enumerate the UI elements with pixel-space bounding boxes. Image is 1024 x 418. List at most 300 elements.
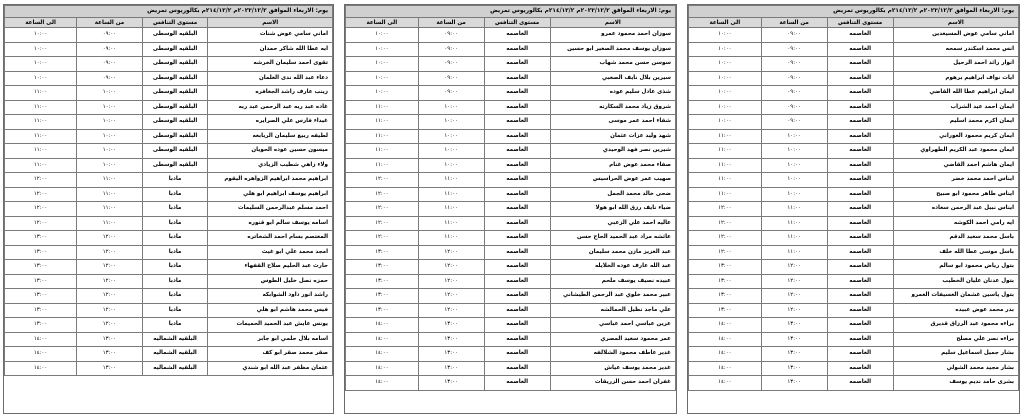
cell-name: ايمان كريم محمود العوراني (893, 129, 1018, 144)
table-row (5, 318, 333, 333)
cell-from: ١٢:٠٠ (77, 303, 143, 318)
cell-from: ١١:٠٠ (761, 216, 827, 231)
cell-to: ١١:٠٠ (689, 129, 762, 144)
cell-level: العاصمه (484, 202, 550, 217)
cell-level: البلقيه الوسطى (142, 57, 208, 72)
cell-to: ١٢:٠٠ (346, 202, 419, 217)
cell-name: بتول رياض محمود ابو سالم (893, 260, 1018, 275)
table-row (5, 42, 333, 57)
cell-from: ٠٩:٠٠ (77, 71, 143, 86)
cell-to: ١١:٠٠ (689, 187, 762, 202)
cell-to: ١٢:٠٠ (689, 231, 762, 246)
table-row (689, 71, 1019, 86)
cell-to: ١٤:٠٠ (689, 361, 762, 376)
cell-level: البلقيه الشماليه (142, 332, 208, 347)
cell-from: ١٠:٠٠ (77, 100, 143, 115)
cell-level: العاصمه (827, 231, 893, 246)
cell-name: ايات نواف ابراهيم برهوم (893, 71, 1018, 86)
cell-name: غاده عبد ربه عبد الرحمن عبد ربه (208, 100, 333, 115)
cell-to: ١١:٠٠ (689, 158, 762, 173)
table-row (346, 318, 676, 333)
cell-from: ١٣:٠٠ (418, 376, 484, 391)
cell-name: سيرين بلال نايف الصعبي (550, 71, 675, 86)
table-row (346, 274, 676, 289)
table-row (346, 202, 676, 217)
cell-to: ١٢:٠٠ (689, 245, 762, 260)
cell-name: لطيفه ربيع سليمان الربابعه (208, 129, 333, 144)
cell-level: العاصمه (484, 347, 550, 362)
cell-name: زينب عارف راشد الجعافره (208, 86, 333, 101)
table-row (689, 173, 1019, 188)
cell-from: ١٢:٠٠ (761, 260, 827, 275)
table-row (5, 144, 333, 159)
table-row (689, 332, 1019, 347)
cell-to: ١٤:٠٠ (689, 347, 762, 362)
cell-from: ١٠:٠٠ (418, 115, 484, 130)
cell-name: ايه عطا الله شاكر حمدان (208, 42, 333, 57)
cell-from: ١٢:٠٠ (418, 303, 484, 318)
cell-to: ١٣:٠٠ (346, 289, 419, 304)
cell-from: ١١:٠٠ (761, 231, 827, 246)
cell-level: البلقيه الوسطى (142, 129, 208, 144)
cell-name: عبد الله عارف عوده الخلايله (550, 260, 675, 275)
table-row (5, 71, 333, 86)
cell-from: ١٣:٠٠ (418, 318, 484, 333)
cell-to: ١١:٠٠ (689, 144, 762, 159)
cell-name: ميسون حسين عوده الحويان (208, 144, 333, 159)
cell-name: بدر محمد عوض عبيده (893, 303, 1018, 318)
cell-to: ١٣:٠٠ (346, 260, 419, 275)
cell-to: ١٢:٠٠ (346, 187, 419, 202)
cell-name: بشرى حامد نديم يوسف (893, 376, 1018, 391)
table-row (346, 86, 676, 101)
table-row (5, 361, 333, 376)
cell-to: ١٤:٠٠ (5, 347, 77, 362)
cell-level: العاصمه (484, 173, 550, 188)
cell-to: ١٠:٠٠ (689, 100, 762, 115)
cell-name: ايناس طاهر محمود ابو صبيح (893, 187, 1018, 202)
cell-name: ايه رامي احمد الكوشه (893, 216, 1018, 231)
cell-from: ١١:٠٠ (77, 216, 143, 231)
header-level: مستوى التنافس (484, 18, 550, 28)
cell-to: ١٣:٠٠ (5, 274, 77, 289)
table-row (346, 245, 676, 260)
cell-from: ٠٩:٠٠ (761, 71, 827, 86)
table-row (689, 318, 1019, 333)
cell-name: اماني سامي عوض المسيعدين (893, 28, 1018, 43)
table-row (346, 28, 676, 43)
table-row (5, 100, 333, 115)
cell-name: عاليه احمد علي الزعبي (550, 216, 675, 231)
cell-level: العاصمه (827, 347, 893, 362)
cell-level: مادبا (142, 216, 208, 231)
table-row (5, 347, 333, 362)
table-row (346, 187, 676, 202)
cell-to: ١٤:٠٠ (689, 376, 762, 391)
header-from: من الساعة (761, 18, 827, 28)
table-row (689, 231, 1019, 246)
table-row (689, 28, 1019, 43)
cell-level: العاصمه (827, 86, 893, 101)
cell-level: العاصمه (827, 376, 893, 391)
cell-to: ١١:٠٠ (5, 115, 77, 130)
cell-from: ٠٩:٠٠ (761, 86, 827, 101)
cell-to: ١٤:٠٠ (346, 318, 419, 333)
cell-from: ٠٩:٠٠ (418, 28, 484, 43)
header-from: من الساعة (418, 18, 484, 28)
table-row (689, 216, 1019, 231)
cell-level: البلقيه الوسطى (142, 115, 208, 130)
table-row (689, 303, 1019, 318)
table-row (5, 289, 333, 304)
cell-to: ١٤:٠٠ (346, 347, 419, 362)
cell-level: العاصمه (484, 376, 550, 391)
cell-name: سوزان احمد محمود عمرو (550, 28, 675, 43)
cell-from: ٠٩:٠٠ (761, 42, 827, 57)
cell-from: ١٠:٠٠ (418, 100, 484, 115)
cell-from: ٠٩:٠٠ (761, 57, 827, 72)
cell-level: العاصمه (827, 115, 893, 130)
cell-level: العاصمه (827, 245, 893, 260)
cell-to: ١٠:٠٠ (689, 86, 762, 101)
cell-level: البلقيه الشماليه (142, 361, 208, 376)
cell-to: ١٢:٠٠ (5, 187, 77, 202)
table-row (346, 376, 676, 391)
cell-to: ١١:٠٠ (346, 115, 419, 130)
table-row (689, 376, 1019, 391)
cell-level: البلقيه الوسطى (142, 86, 208, 101)
cell-level: العاصمه (484, 187, 550, 202)
cell-name: فيس محمد هاشم ابو هلي (208, 303, 333, 318)
cell-name: عبير محمد خلوي عبد الرحمن الطيشاني (550, 289, 675, 304)
table-row (5, 231, 333, 246)
cell-name: غيداء فارس علي الصرايره (208, 115, 333, 130)
cell-from: ١١:٠٠ (418, 173, 484, 188)
cell-to: ١٣:٠٠ (5, 289, 77, 304)
table-row (5, 202, 333, 217)
cell-to: ١٣:٠٠ (689, 260, 762, 275)
cell-level: العاصمه (484, 100, 550, 115)
cell-name: عمر محمود سعيد المصري (550, 332, 675, 347)
table-row (346, 216, 676, 231)
cell-name: عبيده نصيف يوسف ملحم (550, 274, 675, 289)
table-title: يوم: الاربعاء الموافق ٢٠٢٣/١٢/٢م ٢١٤/١٢/٢م بكالوريوس تمريض (346, 6, 676, 18)
cell-to: ١١:٠٠ (5, 144, 77, 159)
cell-name: بشار جميل اسماعيل سليم (893, 347, 1018, 362)
cell-from: ١٢:٠٠ (761, 303, 827, 318)
table-row (689, 274, 1019, 289)
cell-name: صفاء محمد عوض غنام (550, 158, 675, 173)
cell-to: ١٣:٠٠ (689, 303, 762, 318)
table-row (5, 28, 333, 43)
cell-name: المعتصم بسام احمد الشخاتره (208, 231, 333, 246)
cell-level: العاصمه (827, 187, 893, 202)
table-title: يوم: الاربعاء الموافق ٢٠٢٣/١٢/٢م ٢١٤/١٢/٢م بكالوريوس تمريض (5, 6, 333, 18)
cell-level: العاصمه (484, 86, 550, 101)
cell-name: بتول ياسين غشمان العسيفات العمرو (893, 289, 1018, 304)
cell-from: ١١:٠٠ (418, 187, 484, 202)
cell-level: العاصمه (484, 231, 550, 246)
cell-level: العاصمه (484, 28, 550, 43)
cell-from: ١٢:٠٠ (761, 274, 827, 289)
cell-name: غفران احمد حسن الزريقات (550, 376, 675, 391)
cell-from: ٠٩:٠٠ (418, 86, 484, 101)
cell-name: راشد انور داود الشوابكه (208, 289, 333, 304)
table-row (689, 361, 1019, 376)
cell-to: ١٠:٠٠ (5, 28, 77, 43)
table-row (346, 129, 676, 144)
cell-from: ١٣:٠٠ (418, 332, 484, 347)
cell-level: البلقيه الوسطى (142, 28, 208, 43)
cell-name: ايمان ابراهيم عطا الله القاضي (893, 86, 1018, 101)
cell-name: حارث عبد الحليم صلاح القفهاء (208, 260, 333, 275)
cell-level: العاصمه (484, 144, 550, 159)
cell-from: ١١:٠٠ (761, 202, 827, 217)
cell-name: شفاء احمد عمر موسى (550, 115, 675, 130)
table-row (689, 100, 1019, 115)
cell-from: ١٢:٠٠ (77, 245, 143, 260)
cell-level: البلقيه الشماليه (142, 347, 208, 362)
cell-level: مادبا (142, 231, 208, 246)
cell-to: ١٠:٠٠ (346, 86, 419, 101)
cell-name: شيرين نصر فهد الوحيدي (550, 144, 675, 159)
cell-name: صقر محمد صقر ابو كف (208, 347, 333, 362)
cell-name: اسامه يوسف سالم ابو قنوره (208, 216, 333, 231)
cell-from: ٠٩:٠٠ (761, 115, 827, 130)
cell-from: ١٣:٠٠ (418, 347, 484, 362)
header-level: مستوى التنافس (827, 18, 893, 28)
table-row (5, 115, 333, 130)
cell-level: العاصمه (484, 318, 550, 333)
schedule-table (4, 5, 333, 376)
cell-to: ١١:٠٠ (5, 86, 77, 101)
cell-from: ١٣:٠٠ (761, 376, 827, 391)
cell-name: ايناس نبيل عبد الرحمن سعاده (893, 202, 1018, 217)
cell-to: ١٠:٠٠ (689, 28, 762, 43)
cell-from: ١٠:٠٠ (418, 158, 484, 173)
header-name: الاسم (893, 18, 1018, 28)
cell-level: البلقيه الوسطى (142, 144, 208, 159)
cell-from: ١٠:٠٠ (77, 115, 143, 130)
cell-name: بتول عدنان عليان الخطيب (893, 274, 1018, 289)
cell-to: ١٢:٠٠ (346, 231, 419, 246)
cell-level: العاصمه (827, 260, 893, 275)
cell-to: ١٣:٠٠ (5, 260, 77, 275)
table-row (689, 260, 1019, 275)
schedule-table (688, 5, 1019, 391)
table-body (689, 28, 1019, 391)
cell-level: العاصمه (827, 158, 893, 173)
cell-from: ١٢:٠٠ (77, 231, 143, 246)
cell-level: العاصمه (827, 71, 893, 86)
cell-level: العاصمه (484, 115, 550, 130)
cell-level: العاصمه (484, 289, 550, 304)
cell-name: ايمان اكرم محمد اسليم (893, 115, 1018, 130)
cell-to: ١٣:٠٠ (5, 245, 77, 260)
cell-name: ايناس احمد محمد خضر (893, 173, 1018, 188)
cell-to: ١١:٠٠ (346, 100, 419, 115)
schedule-panel-right (687, 4, 1020, 414)
schedule-table (345, 5, 676, 391)
cell-name: بشار مجيد محمد الشولي (893, 361, 1018, 376)
cell-level: العاصمه (827, 289, 893, 304)
cell-name: عثمان مظفر عبد الله ابو شندي (208, 361, 333, 376)
cell-level: العاصمه (827, 303, 893, 318)
cell-to: ١٠:٠٠ (689, 115, 762, 130)
cell-to: ١١:٠٠ (689, 173, 762, 188)
cell-level: العاصمه (827, 332, 893, 347)
cell-to: ١٠:٠٠ (5, 71, 77, 86)
cell-level: العاصمه (827, 216, 893, 231)
cell-to: ١٤:٠٠ (689, 318, 762, 333)
cell-from: ٠٩:٠٠ (77, 42, 143, 57)
cell-from: ١١:٠٠ (77, 202, 143, 217)
table-row (689, 202, 1019, 217)
cell-level: مادبا (142, 289, 208, 304)
cell-from: ١٢:٠٠ (418, 274, 484, 289)
cell-name: براءه محمود عبد الرزاق قديرق (893, 318, 1018, 333)
table-row (5, 158, 333, 173)
table-row (346, 173, 676, 188)
cell-level: العاصمه (827, 202, 893, 217)
cell-level: العاصمه (827, 144, 893, 159)
cell-from: ٠٩:٠٠ (418, 71, 484, 86)
header-name: الاسم (208, 18, 333, 28)
cell-name: انس محمد اسكندر سمحه (893, 42, 1018, 57)
cell-to: ١٢:٠٠ (5, 173, 77, 188)
cell-to: ١٠:٠٠ (689, 71, 762, 86)
cell-to: ١٢:٠٠ (5, 216, 77, 231)
cell-level: مادبا (142, 173, 208, 188)
table-row (5, 173, 333, 188)
cell-level: البلقيه الوسطى (142, 100, 208, 115)
cell-name: صهيب عمر عوض الحراسيس (550, 173, 675, 188)
cell-from: ١٣:٠٠ (761, 318, 827, 333)
cell-name: ابراهيم يوسف ابراهيم ابو هلي (208, 187, 333, 202)
cell-from: ١٣:٠٠ (418, 361, 484, 376)
table-row (689, 347, 1019, 362)
cell-to: ١٤:٠٠ (346, 332, 419, 347)
cell-name: تقوى احمد سليمان الخرشه (208, 57, 333, 72)
cell-to: ١٠:٠٠ (346, 57, 419, 72)
cell-level: العاصمه (827, 42, 893, 57)
cell-name: سوزان يوسف محمد الصغير ابو حسين (550, 42, 675, 57)
cell-to: ١٠:٠٠ (689, 42, 762, 57)
cell-level: العاصمه (484, 332, 550, 347)
cell-level: العاصمه (484, 245, 550, 260)
header-from: من الساعة (77, 18, 143, 28)
cell-name: باسل محمد سعيد الدقم (893, 231, 1018, 246)
cell-name: امجد محمد علي ابو غيث (208, 245, 333, 260)
cell-from: ١٣:٠٠ (761, 361, 827, 376)
cell-to: ١١:٠٠ (5, 100, 77, 115)
cell-to: ١٠:٠٠ (5, 57, 77, 72)
table-body (5, 28, 333, 376)
cell-from: ١١:٠٠ (418, 202, 484, 217)
table-row (346, 71, 676, 86)
cell-to: ١٠:٠٠ (5, 42, 77, 57)
cell-name: عبد العزيز مازن محمد سليمان (550, 245, 675, 260)
cell-level: مادبا (142, 260, 208, 275)
cell-name: ضحى خالد محمد الجمل (550, 187, 675, 202)
cell-level: العاصمه (827, 274, 893, 289)
header-to: الى الساعة (689, 18, 762, 28)
header-to: الى الساعة (346, 18, 419, 28)
table-row (346, 100, 676, 115)
cell-name: يونس عايش عبد الحميد الحميمات (208, 318, 333, 333)
cell-from: ١٢:٠٠ (77, 260, 143, 275)
cell-level: البلقيه الوسطى (142, 71, 208, 86)
cell-from: ١٠:٠٠ (77, 86, 143, 101)
table-row (5, 332, 333, 347)
cell-name: باسل موسى عطا الله خلف (893, 245, 1018, 260)
cell-name: ايمان هاشم احمد القاضي (893, 158, 1018, 173)
cell-to: ١٢:٠٠ (689, 216, 762, 231)
cell-to: ١٣:٠٠ (346, 303, 419, 318)
cell-from: ١٠:٠٠ (77, 158, 143, 173)
table-row (346, 361, 676, 376)
cell-level: العاصمه (484, 71, 550, 86)
cell-from: ١٠:٠٠ (761, 187, 827, 202)
table-row (5, 86, 333, 101)
cell-level: العاصمه (484, 42, 550, 57)
cell-from: ١٠:٠٠ (761, 173, 827, 188)
cell-to: ١٣:٠٠ (689, 289, 762, 304)
table-row (346, 42, 676, 57)
table-row (346, 57, 676, 72)
cell-to: ١١:٠٠ (5, 129, 77, 144)
table-row (346, 289, 676, 304)
cell-to: ١٠:٠٠ (689, 57, 762, 72)
cell-from: ٠٩:٠٠ (77, 57, 143, 72)
cell-to: ١٣:٠٠ (689, 274, 762, 289)
cell-name: غدير محمد يوسف عياش (550, 361, 675, 376)
cell-level: مادبا (142, 303, 208, 318)
cell-level: مادبا (142, 245, 208, 260)
cell-from: ١٠:٠٠ (761, 129, 827, 144)
table-row (346, 303, 676, 318)
table-row (689, 144, 1019, 159)
cell-to: ١٤:٠٠ (346, 361, 419, 376)
cell-from: ١١:٠٠ (418, 216, 484, 231)
cell-from: ١٢:٠٠ (418, 245, 484, 260)
cell-level: البلقيه الوسطى (142, 42, 208, 57)
cell-level: البلقيه الوسطى (142, 158, 208, 173)
cell-name: انوار رائد احمد الرحيل (893, 57, 1018, 72)
cell-to: ١٤:٠٠ (5, 332, 77, 347)
cell-name: شروق زياد محمد السكارنه (550, 100, 675, 115)
cell-from: ١٢:٠٠ (77, 274, 143, 289)
header-name: الاسم (550, 18, 675, 28)
schedule-panel-middle (344, 4, 677, 414)
cell-name: ضياء نايف رزق الله ابو هولا (550, 202, 675, 217)
cell-from: ٠٩:٠٠ (418, 42, 484, 57)
table-row (5, 216, 333, 231)
table-row (5, 260, 333, 275)
cell-name: عرين عباسي احمد عباسي (550, 318, 675, 333)
table-row (689, 129, 1019, 144)
cell-from: ١٠:٠٠ (761, 144, 827, 159)
cell-to: ١٣:٠٠ (5, 231, 77, 246)
cell-to: ١٢:٠٠ (689, 202, 762, 217)
table-row (5, 187, 333, 202)
table-title: يوم: الاربعاء الموافق ٢٠٢٣/١٢/٢م ٢١٤/١٢/٢م بكالوريوس تمريض (689, 6, 1019, 18)
cell-level: العاصمه (827, 173, 893, 188)
table-row (689, 187, 1019, 202)
cell-to: ١٣:٠٠ (5, 318, 77, 333)
cell-level: العاصمه (484, 158, 550, 173)
table-row (346, 347, 676, 362)
